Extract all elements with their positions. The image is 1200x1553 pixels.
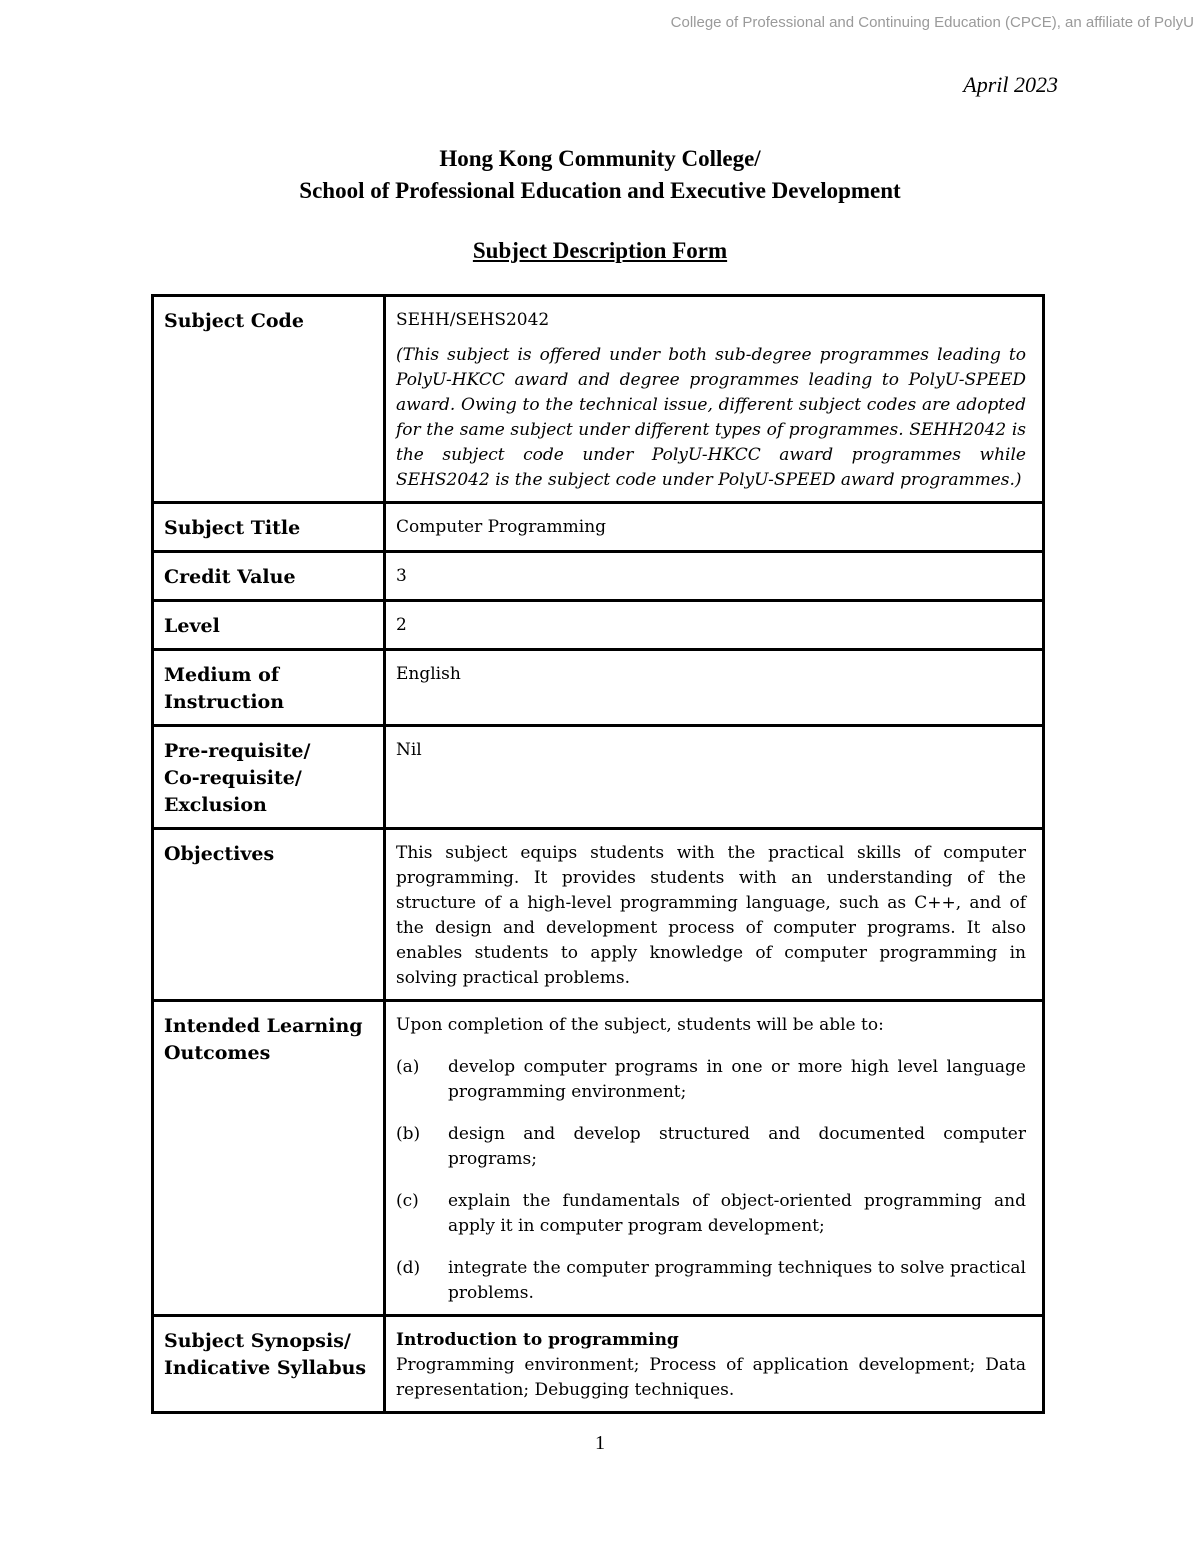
ilo-intro: Upon completion of the subject, students will be able to: [396,1015,884,1035]
ilo-label-line-2: Outcomes [164,1042,271,1064]
medium-label [153,650,385,726]
page-number: 1 [595,1432,605,1454]
outcome-text: design and develop structured and documented computer programs; [448,1124,1026,1169]
credit-value-label: Credit Value [153,552,385,601]
row-subject-code [153,296,1044,503]
prerequisite-label [153,726,385,829]
list-item [396,1055,1026,1105]
row-objectives [153,829,1044,1001]
prerequisite-value: Nil [385,726,1044,829]
level-label: Level [153,601,385,650]
subject-code-label: Subject Code [153,296,385,503]
row-credit-value [153,552,1044,601]
ilo-label-line-1: Intended Learning [164,1015,363,1037]
row-syllabus [153,1316,1044,1413]
prerequisite-label-line-2: Co-requisite/ [164,767,302,789]
row-level [153,601,1044,650]
list-item [396,1189,1026,1239]
prerequisite-label-line-3: Exclusion [164,794,267,816]
outcome-text: develop computer programs in one or more high level language programming environment; [448,1057,1026,1102]
syllabus-label-line-1: Subject Synopsis/ [164,1330,351,1352]
outcome-number: (d) [396,1258,421,1278]
ilo-cell [385,1001,1044,1316]
subject-code-note: (This subject is offered under both sub-degree programmes leading to PolyU-HKCC award and degree programmes leading to PolyU-SPEED award. Owing to the technical issue, different subject codes are adopted for the same subject under different types of programmes. SEHH2042 is the subject code under PolyU-HKCC award programmes while SEHS2042 is the subject code under PolyU-SPEED award programmes.) [396,345,1026,490]
row-subject-title [153,503,1044,552]
document-date: April 2023 [963,72,1058,97]
medium-label-line-2: Instruction [164,691,285,713]
list-item [396,1256,1026,1306]
outcome-number: (b) [396,1124,421,1144]
affiliate-watermark: College of Professional and Continuing Education (CPCE), an affiliate of PolyU [670,14,1194,31]
syllabus-cell [385,1316,1044,1413]
syllabus-label [153,1316,385,1413]
outcome-number: (a) [396,1057,420,1077]
syllabus-heading: Introduction to programming [396,1330,679,1350]
row-prerequisite [153,726,1044,829]
row-medium [153,650,1044,726]
institution-line-2: School of Professional Education and Executive Development [299,178,901,203]
subject-code-value: SEHH/SEHS2042 [396,310,550,330]
subject-title-value: Computer Programming [385,503,1044,552]
subject-code-cell [385,296,1044,503]
credit-value-value: 3 [385,552,1044,601]
subject-title-label: Subject Title [153,503,385,552]
medium-label-line-1: Medium of [164,664,280,686]
outcome-number: (c) [396,1191,419,1211]
outcome-text: explain the fundamentals of object-oriented programming and apply it in computer program development; [448,1191,1026,1236]
form-title: Subject Description Form [472,238,728,263]
syllabus-label-line-2: Indicative Syllabus [164,1357,367,1379]
level-value: 2 [385,601,1044,650]
subject-description-table [151,294,1045,1414]
list-item [396,1122,1026,1172]
ilo-label [153,1001,385,1316]
institution-line-1: Hong Kong Community College/ [439,146,761,171]
syllabus-text: Programming environment; Process of application development; Data representation; Debugging techniques. [396,1355,1026,1400]
prerequisite-label-line-1: Pre-requisite/ [164,740,311,762]
medium-value: English [385,650,1044,726]
objectives-label: Objectives [153,829,385,1001]
outcome-text: integrate the computer programming techniques to solve practical problems. [448,1258,1026,1303]
row-ilo [153,1001,1044,1316]
objectives-value: This subject equips students with the practical skills of computer programming. It provides students with an understanding of the structure of a high-level programming language, such as C++, and of the design and development process of computer programs. It also enables students to apply knowledge of computer programming in solving practical problems. [385,829,1044,1001]
